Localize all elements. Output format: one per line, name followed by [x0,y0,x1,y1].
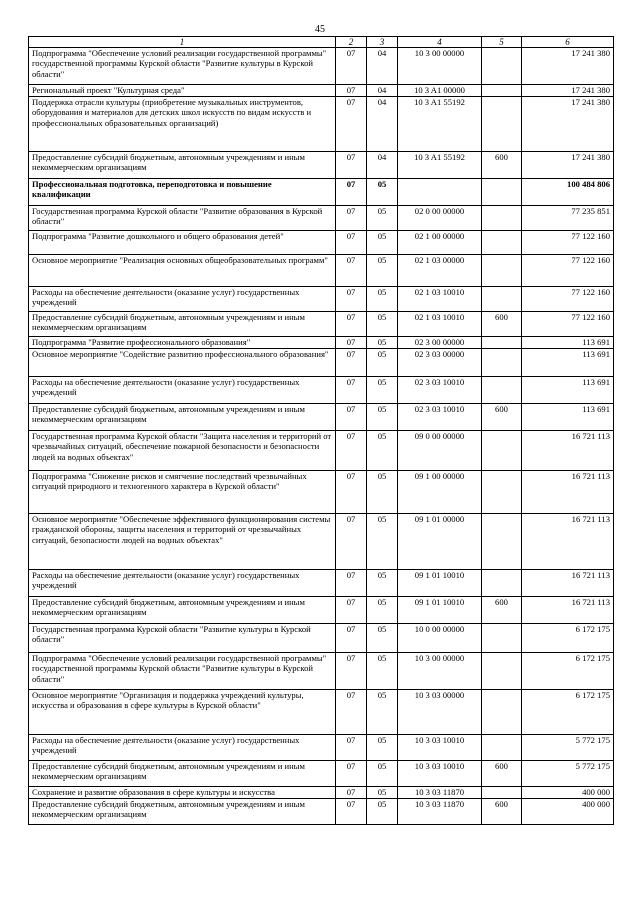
row-name: Подпрограмма "Снижение рисков и смягчение последствий чрезвычайных ситуаций природного и техногенного характера в Курской области" [29,471,336,514]
row-expense-type [482,337,522,349]
row-amount: 5 772 175 [522,761,614,787]
row-section: 07 [336,761,367,787]
row-subsection: 05 [367,312,398,337]
row-target-article: 10 3 00 00000 [398,48,482,85]
table-row [29,799,614,825]
row-target-article: 09 0 00 00000 [398,431,482,471]
row-section: 07 [336,97,367,152]
row-amount: 6 172 175 [522,624,614,653]
table-row [29,206,614,231]
table-row [29,152,614,179]
row-subsection: 05 [367,624,398,653]
row-name: Государственная программа Курской области "Развитие культуры в Курской области" [29,624,336,653]
row-subsection: 05 [367,761,398,787]
row-target-article: 02 3 03 00000 [398,349,482,377]
row-expense-type [482,787,522,799]
row-subsection: 04 [367,152,398,179]
row-subsection: 05 [367,514,398,570]
row-name: Государственная программа Курской области "Развитие образования в Курской области" [29,206,336,231]
row-subsection: 05 [367,337,398,349]
row-name: Расходы на обеспечение деятельности (оказание услуг) государственных учреждений [29,287,336,312]
row-target-article: 10 3 03 10010 [398,761,482,787]
row-expense-type [482,653,522,690]
table-row [29,179,614,206]
row-name: Государственная программа Курской области "Защита населения и территорий от чрезвычайных ситуаций, обеспечение пожарной безопасности и безопасности людей на водных объектах" [29,431,336,471]
row-expense-type [482,624,522,653]
table-row [29,404,614,431]
table-row [29,337,614,349]
row-name: Подпрограмма "Обеспечение условий реализации государственной программы" государственной программы Курской области "Развитие культуры в Курской области" [29,653,336,690]
row-section: 07 [336,231,367,255]
row-amount: 100 484 806 [522,179,614,206]
row-name: Расходы на обеспечение деятельности (оказание услуг) государственных учреждений [29,570,336,597]
row-amount: 113 691 [522,337,614,349]
row-target-article: 09 1 01 00000 [398,514,482,570]
row-section: 07 [336,312,367,337]
page-number: 45 [315,24,325,35]
row-subsection: 05 [367,206,398,231]
row-section: 07 [336,255,367,287]
table-row [29,287,614,312]
row-name: Профессиональная подготовка, переподготовка и повышение квалификации [29,179,336,206]
row-section: 07 [336,85,367,97]
row-section: 07 [336,337,367,349]
row-section: 07 [336,653,367,690]
table-row [29,255,614,287]
row-section: 07 [336,152,367,179]
table-row [29,597,614,624]
row-expense-type [482,48,522,85]
row-target-article: 02 1 00 00000 [398,231,482,255]
row-amount: 113 691 [522,377,614,404]
row-expense-type [482,85,522,97]
row-section: 07 [336,735,367,761]
row-subsection: 05 [367,349,398,377]
budget-table [28,36,614,825]
row-target-article: 10 3 03 10010 [398,735,482,761]
row-subsection: 04 [367,85,398,97]
row-target-article: 02 1 03 10010 [398,312,482,337]
row-amount: 77 235 851 [522,206,614,231]
row-subsection: 05 [367,690,398,735]
row-section: 07 [336,431,367,471]
row-expense-type [482,570,522,597]
row-amount: 17 241 380 [522,85,614,97]
row-section: 07 [336,349,367,377]
row-name: Основное мероприятие "Обеспечение эффективного функционирования системы гражданской обороны, защиты населения и территорий от чрезвычайных ситуаций, безопасности людей на водных объектах" [29,514,336,570]
row-amount: 400 000 [522,787,614,799]
row-subsection: 05 [367,787,398,799]
row-amount: 6 172 175 [522,653,614,690]
row-section: 07 [336,206,367,231]
row-subsection: 05 [367,404,398,431]
row-name: Основное мероприятие "Реализация основных общеобразовательных программ" [29,255,336,287]
row-expense-type [482,97,522,152]
table-row [29,48,614,85]
row-section: 07 [336,597,367,624]
row-subsection: 05 [367,255,398,287]
row-subsection: 05 [367,431,398,471]
row-expense-type [482,690,522,735]
row-target-article [398,179,482,206]
row-amount: 77 122 160 [522,231,614,255]
row-expense-type: 600 [482,597,522,624]
row-name: Предоставление субсидий бюджетным, автономным учреждениям и иным некоммерческим организациям [29,799,336,825]
table-row [29,624,614,653]
table-row [29,653,614,690]
row-name: Поддержка отрасли культуры (приобретение музыкальных инструментов, оборудования и материалов для детских школ искусств по видам искусств и профессиональных образовательных организаций) [29,97,336,152]
row-expense-type: 600 [482,312,522,337]
row-amount: 16 721 113 [522,514,614,570]
table-row [29,97,614,152]
row-name: Предоставление субсидий бюджетным, автономным учреждениям и иным некоммерческим организациям [29,761,336,787]
row-name: Расходы на обеспечение деятельности (оказание услуг) государственных учреждений [29,377,336,404]
row-name: Предоставление субсидий бюджетным, автономным учреждениям и иным некоммерческим организациям [29,152,336,179]
table-row [29,787,614,799]
row-section: 07 [336,179,367,206]
row-subsection: 05 [367,471,398,514]
row-section: 07 [336,287,367,312]
table-row [29,431,614,471]
row-name: Региональный проект "Культурная среда" [29,85,336,97]
header-col-5: 5 [482,37,522,48]
row-amount: 77 122 160 [522,255,614,287]
row-name: Основное мероприятие "Содействие развитию профессионального образования" [29,349,336,377]
row-target-article: 02 3 03 10010 [398,404,482,431]
row-expense-type [482,514,522,570]
row-section: 07 [336,514,367,570]
header-row [29,37,614,48]
row-subsection: 05 [367,231,398,255]
row-name: Расходы на обеспечение деятельности (оказание услуг) государственных учреждений [29,735,336,761]
row-amount: 16 721 113 [522,471,614,514]
row-expense-type [482,287,522,312]
table-row [29,312,614,337]
row-target-article: 09 1 00 00000 [398,471,482,514]
table-row [29,570,614,597]
row-target-article: 10 3 03 11870 [398,799,482,825]
row-target-article: 10 0 00 00000 [398,624,482,653]
table-row [29,377,614,404]
row-amount: 17 241 380 [522,48,614,85]
row-name: Подпрограмма "Развитие дошкольного и общего образования детей" [29,231,336,255]
row-amount: 16 721 113 [522,570,614,597]
row-expense-type [482,349,522,377]
row-amount: 77 122 160 [522,312,614,337]
row-expense-type [482,377,522,404]
row-expense-type [482,179,522,206]
row-expense-type: 600 [482,152,522,179]
row-section: 07 [336,624,367,653]
row-section: 07 [336,690,367,735]
table-row [29,85,614,97]
row-subsection: 05 [367,597,398,624]
row-subsection: 05 [367,799,398,825]
row-name: Предоставление субсидий бюджетным, автономным учреждениям и иным некоммерческим организациям [29,597,336,624]
row-section: 07 [336,799,367,825]
row-target-article: 02 1 03 10010 [398,287,482,312]
row-name: Предоставление субсидий бюджетным, автономным учреждениям и иным некоммерческим организациям [29,312,336,337]
row-expense-type [482,231,522,255]
row-subsection: 05 [367,653,398,690]
row-target-article: 02 3 00 00000 [398,337,482,349]
row-subsection: 05 [367,735,398,761]
row-target-article: 02 0 00 00000 [398,206,482,231]
row-name: Основное мероприятие "Организация и поддержка учреждений культуры, искусства и образования в сфере культуры в Курской области" [29,690,336,735]
row-subsection: 04 [367,97,398,152]
table-row [29,471,614,514]
row-amount: 16 721 113 [522,597,614,624]
header-col-3: 3 [367,37,398,48]
row-target-article: 02 3 03 10010 [398,377,482,404]
row-target-article: 10 3 00 00000 [398,653,482,690]
table-row [29,690,614,735]
row-expense-type [482,735,522,761]
table-row [29,761,614,787]
row-target-article: 10 3 A1 55192 [398,152,482,179]
row-target-article: 10 3 A1 55192 [398,97,482,152]
row-target-article: 02 1 03 00000 [398,255,482,287]
row-expense-type [482,206,522,231]
table-row [29,349,614,377]
row-name: Предоставление субсидий бюджетным, автономным учреждениям и иным некоммерческим организациям [29,404,336,431]
row-amount: 77 122 160 [522,287,614,312]
row-name: Подпрограмма "Развитие профессионального образования" [29,337,336,349]
row-amount: 400 000 [522,799,614,825]
row-amount: 16 721 113 [522,431,614,471]
row-section: 07 [336,404,367,431]
row-target-article: 10 3 03 11870 [398,787,482,799]
row-name: Сохранение и развитие образования в сфере культуры и искусства [29,787,336,799]
row-section: 07 [336,377,367,404]
row-subsection: 05 [367,179,398,206]
header-col-6: 6 [522,37,614,48]
row-amount: 17 241 380 [522,152,614,179]
row-target-article: 09 1 01 10010 [398,570,482,597]
table-row [29,231,614,255]
row-target-article: 09 1 01 10010 [398,597,482,624]
row-subsection: 04 [367,48,398,85]
row-amount: 5 772 175 [522,735,614,761]
row-target-article: 10 3 03 00000 [398,690,482,735]
table-row [29,514,614,570]
row-subsection: 05 [367,377,398,404]
row-amount: 6 172 175 [522,690,614,735]
header-col-2: 2 [336,37,367,48]
header-col-1: 1 [29,37,336,48]
row-section: 07 [336,570,367,597]
row-target-article: 10 3 A1 00000 [398,85,482,97]
row-expense-type: 600 [482,761,522,787]
row-amount: 113 691 [522,404,614,431]
row-expense-type [482,255,522,287]
row-section: 07 [336,471,367,514]
row-expense-type [482,471,522,514]
row-amount: 17 241 380 [522,97,614,152]
row-subsection: 05 [367,570,398,597]
row-expense-type: 600 [482,799,522,825]
row-amount: 113 691 [522,349,614,377]
row-section: 07 [336,48,367,85]
row-subsection: 05 [367,287,398,312]
row-expense-type: 600 [482,404,522,431]
row-expense-type [482,431,522,471]
table-row [29,735,614,761]
row-section: 07 [336,787,367,799]
header-col-4: 4 [398,37,482,48]
row-name: Подпрограмма "Обеспечение условий реализации государственной программы" государственной программы Курской области "Развитие культуры в Курской области" [29,48,336,85]
